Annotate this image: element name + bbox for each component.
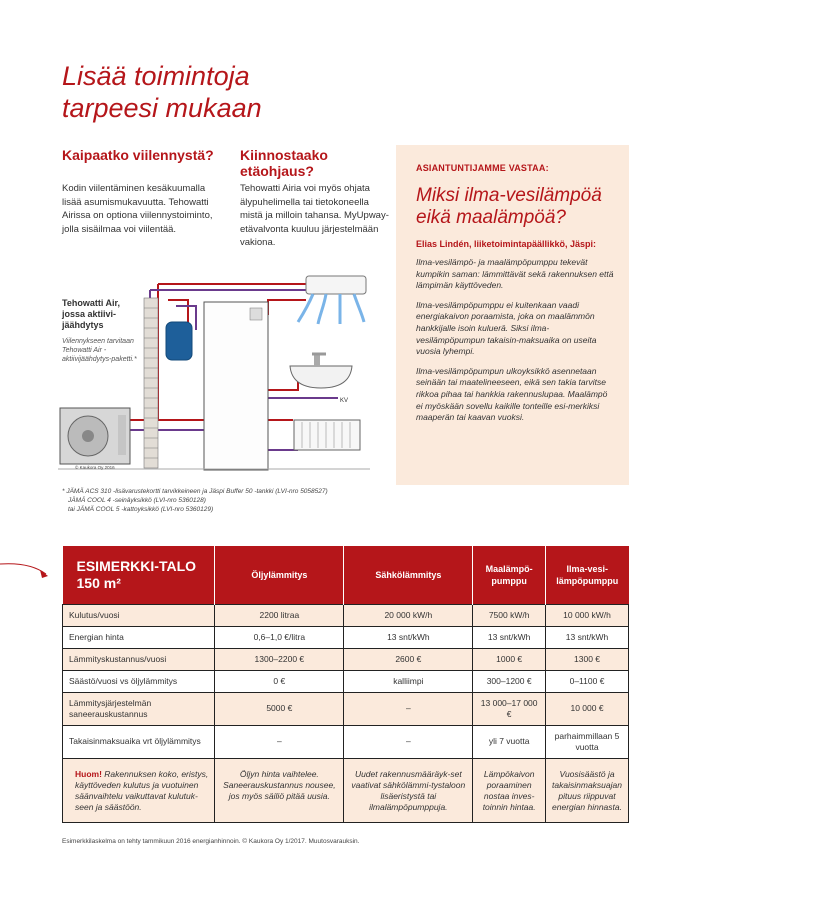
table-cell: –: [344, 692, 473, 725]
table-cell: 10 000 kW/h: [546, 604, 629, 626]
note-cell: Uudet rakennusmääräyk-set vaativat sähkölämmi-tystaloon lisäeristystä tai ilmalämpöpumppuja.: [344, 758, 473, 822]
table-cell: kalliimpi: [344, 670, 473, 692]
table-cell: 2200 litraa: [215, 604, 344, 626]
buffer-tank: [166, 322, 192, 360]
diagram-label-heading: Tehowatti Air, jossa aktiivi-jäähdytys: [62, 298, 121, 330]
footnote-line: * JÄMÄ ACS 310 -lisävarustekortti tarvikkeineen ja Jäspi Buffer 50 -tankki (LVI-nro 5058527): [62, 488, 328, 495]
column-header: Sähkölämmitys: [344, 546, 473, 604]
note-huom-label: Huom!: [75, 768, 102, 779]
note-cell: Vuosisäästö ja takaisinmaksuajan pituus riippuvat energian hinnasta.: [546, 758, 629, 822]
table-row: [63, 648, 629, 670]
brick-wall: [144, 298, 158, 468]
table-cell: 13 snt/kWh: [344, 626, 473, 648]
headline-line-1: Lisää toimintoja: [62, 61, 250, 91]
table-row: [63, 604, 629, 626]
table-cell: –: [215, 725, 344, 758]
cooling-heading: Kaipaatko viilennystä?: [62, 147, 214, 163]
footnote-line: tai JÄMÄ COOL 5 -kattoyksikkö (LVI-nro 5360129): [68, 506, 214, 513]
column-header: Maalämpö-pumppu: [473, 546, 546, 604]
cold-water-label: KV: [340, 398, 349, 404]
heating-cost-comparison-table: [62, 546, 629, 823]
expert-answer-box: [396, 145, 629, 485]
table-cell: parhaimmillaan 5 vuotta: [546, 725, 629, 758]
expert-byline: Elias Lindén, liiketoimintapäällikkö, Jäspi:: [416, 239, 597, 249]
table-cell: 7500 kW/h: [473, 604, 546, 626]
note-general: [63, 758, 215, 822]
table-cell: 13 snt/kWh: [546, 626, 629, 648]
table-cell: 1000 €: [473, 648, 546, 670]
table-cell: 300–1200 €: [473, 670, 546, 692]
note-cell: Lämpökaivon poraaminen nostaa inves-toinnin hintaa.: [473, 758, 546, 822]
indoor-unit: [204, 302, 268, 470]
cooling-wall-unit: [298, 276, 366, 324]
page-footer: Esimerkkilaskelma on tehty tammikuun 2016 energianhinnoin. © Kaukora Oy 1/2017. Muutosvarauksin.: [62, 838, 360, 845]
table-header-row: [63, 546, 629, 604]
table-cell: yli 7 vuotta: [473, 725, 546, 758]
expert-paragraph: Ilma-vesilämpö- ja maalämpöpumppu tekevät kumpikin saman: lämmittävät sekä rakennuksen että lämpimän käyttöveden.: [416, 257, 614, 291]
table-cell: 0–1100 €: [546, 670, 629, 692]
table-cell: 0 €: [215, 670, 344, 692]
table-title: ESIMERKKI-TALO 150 m²: [63, 546, 215, 604]
table-row: [63, 626, 629, 648]
radiator: [294, 420, 360, 450]
table-row: [63, 725, 629, 758]
diagram-label-text: Viilennykseen tarvitaan Tehowatti Air -aktiivijäähdytys-paketti.*: [62, 338, 137, 363]
sink: [290, 354, 352, 388]
expert-label: ASIANTUNTIJAMME VASTAA:: [416, 163, 549, 173]
row-label: Säästö/vuosi vs öljylämmitys: [63, 670, 215, 692]
row-label: Kulutus/vuosi: [63, 604, 215, 626]
cooling-text: Kodin viilentäminen kesäkuumalla lisää asumismukavuutta. Tehowatti Airissa on optiona viilennystoiminto, jolla sisäilmaa voi viilentää.: [62, 183, 213, 235]
diagram-footnote: [62, 487, 402, 514]
expert-question: Miksi ilma-vesilämpöä eikä maalämpöä?: [416, 185, 602, 228]
remote-control-text: Tehowatti Airia voi myös ohjata älypuhelimella tai tietokoneella mistä ja milloin tahansa. MyUpway-etävalvonta kuuluu järjestelmään vakiona.: [240, 183, 389, 248]
column-header: Öljylämmitys: [215, 546, 344, 604]
diagram-copyright: © Kaukora Oy 2016: [75, 465, 115, 470]
table-cell: 13 snt/kWh: [473, 626, 546, 648]
expert-paragraph: Ilma-vesilämpöpumppu ei kuitenkaan vaadi energiakaivon poraamista, joka on maalämmön hankkijalle isoin kuluerä. Siksi ilma-vesilämpöpumpun takaisin-maksuaika on useita vuosia lyhempi.: [416, 299, 597, 357]
remote-control-heading: Kiinnostaako etäohjaus?: [240, 147, 328, 179]
note-general-text: Rakennuksen koko, eristys, käyttöveden kulutus ja vuotuinen säänvaihtelu vaikuttavat kulutuk-seen ja säästöön.: [75, 768, 209, 812]
table-cell: –: [344, 725, 473, 758]
table-cell: 20 000 kW/h: [344, 604, 473, 626]
table-cell: 0,6–1,0 €/litra: [215, 626, 344, 648]
table-notes-row: [63, 758, 629, 822]
headline-line-2: tarpeesi mukaan: [62, 93, 262, 123]
headline: [62, 60, 362, 124]
table-cell: 5000 €: [215, 692, 344, 725]
column-header: Ilma-vesi-lämpöpumppu: [546, 546, 629, 604]
row-label: Energian hinta: [63, 626, 215, 648]
table-cell: 13 000–17 000 €: [473, 692, 546, 725]
outdoor-unit: [60, 408, 130, 464]
row-label: Lämmitysjärjestelmän saneerauskustannus: [63, 692, 215, 725]
diagram-label: [62, 298, 142, 364]
table-row: [63, 692, 629, 725]
expert-paragraph: Ilma-vesilämpöpumpun ulkoyksikkö asennetaan seinään tai maatelineeseen, eikä sen takia tarvitse rikkoa pihaa tai hankkia rakennuslupaa. Maalämpö ei myöskään sovellu kaikille tonteille esi-merkiksi maaperän tai kaavan vuoksi.: [416, 365, 608, 423]
table-cell: 10 000 €: [546, 692, 629, 725]
table-row: [63, 670, 629, 692]
footnote-line: JÄMÄ COOL 4 -seinäyksikkö (LVI-nro 5360128): [68, 497, 206, 504]
table-cell: 1300 €: [546, 648, 629, 670]
table-cell: 2600 €: [344, 648, 473, 670]
row-label: Takaisinmaksuaika vrt öljylämmitys: [63, 725, 215, 758]
pointer-arrow-icon: [0, 560, 62, 584]
note-cell: Öljyn hinta vaihtelee. Saneerauskustannus nousee, jos myös säiliö pitää uusia.: [215, 758, 344, 822]
table-cell: 1300–2200 €: [215, 648, 344, 670]
row-label: Lämmityskustannus/vuosi: [63, 648, 215, 670]
